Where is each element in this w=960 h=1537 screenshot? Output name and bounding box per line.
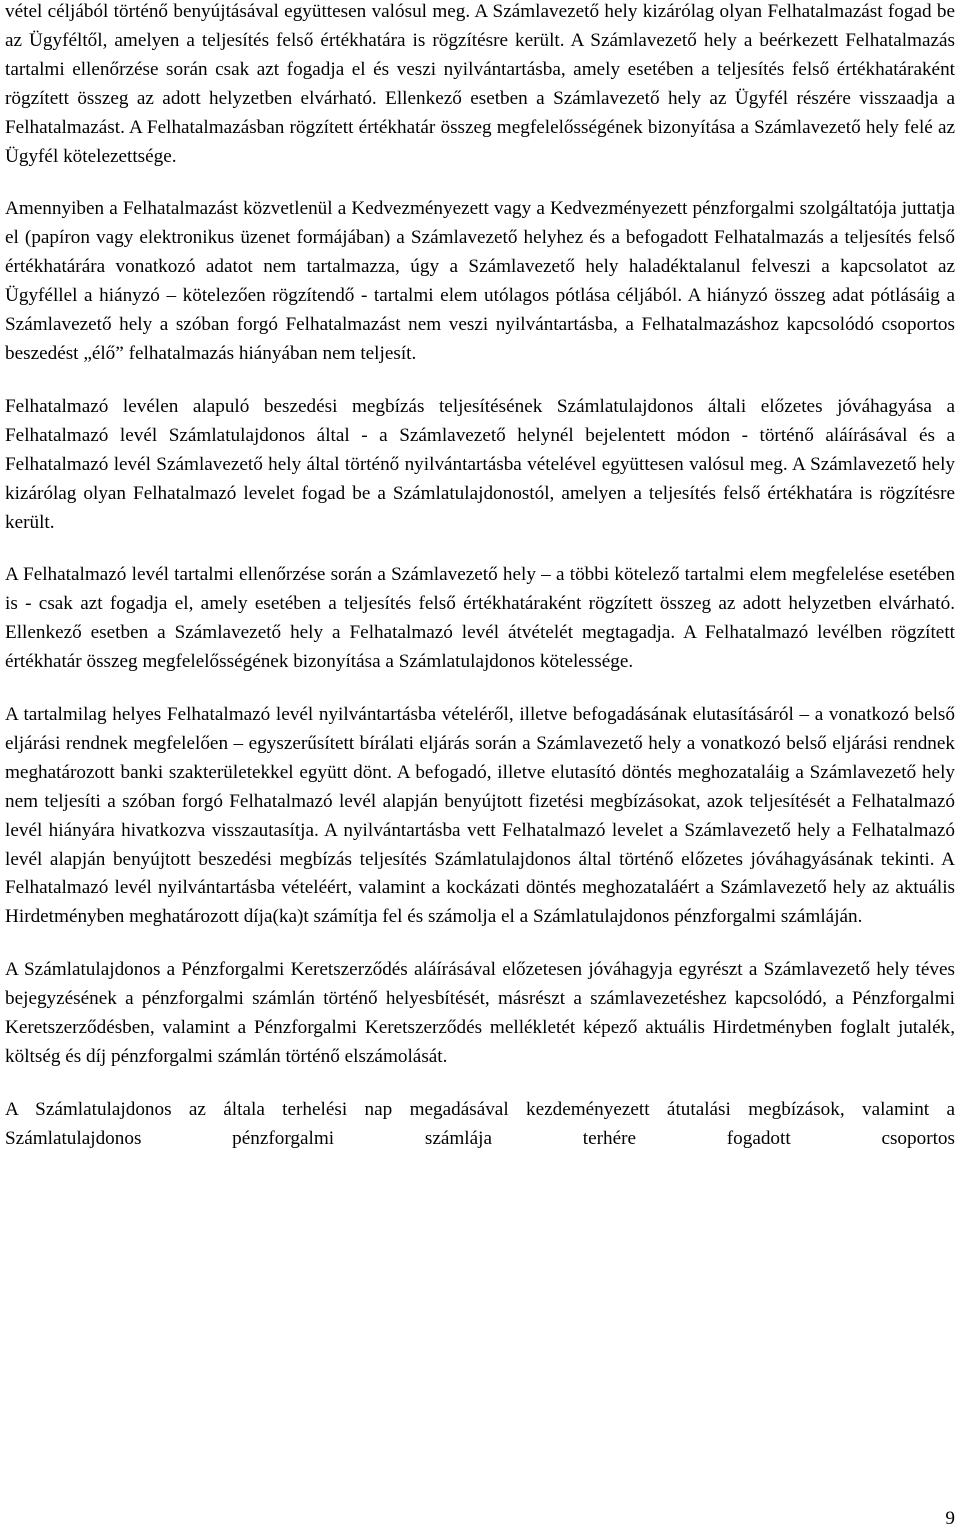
paragraph-3: Felhatalmazó levélen alapuló beszedési megbízás teljesítésének Számlatulajdonos általi előzetes jóváhagyása a Felhatalmazó levél Számlatulajdonos által - a Számlavezető helynél bejelentett módon - történő aláírásával és a Felhatalmazó levél Számlavezető hely által történő nyilvántartásba vételével együttesen valósul meg. A Számlavezető hely kizárólag olyan Felhatalmazó levelet fogad be a Számlatulajdonostól, amelyen a teljesítés felső értékhatára is rögzítésre került. bbox=[5, 395, 955, 533]
document-body bbox=[5, 0, 955, 1178]
paragraph-7: A Számlatulajdonos az általa terhelési nap megadásával kezdeményezett átutalási megbízások, valamint a Számlatulajdonos pénzforgalmi számlája terhére fogadott csoportos bbox=[5, 1098, 955, 1149]
paragraph-5: A tartalmilag helyes Felhatalmazó levél nyilvántartásba vételéről, illetve befogadásának elutasításáról – a vonatkozó belső eljárási rendnek megfelelően – egyszerűsített bírálati eljárás során a Számlavezető hely a vonatkozó belső eljárási rendnek meghatározott banki szakterületekkel együtt dönt. A befogadó, illetve elutasító döntés meghozataláig a Számlavezető hely nem teljesíti a szóban forgó Felhatalmazó levél alapján benyújtott fizetési megbízásokat, azok teljesítését a Felhatalmazó levél hiányára hivatkozva visszautasítja. A nyilvántartásba vett Felhatalmazó levelet a Számlavezető hely a Felhatalmazó levél alapján benyújtott beszedési megbízás teljesítés Számlatulajdonos által történő előzetes jóváhagyásának tekinti. A Felhatalmazó levél nyilvántartásba vételéért, valamint a kockázati döntés meghozataláért a Számlavezető hely az aktuális Hirdetményben meghatározott díja(ka)t számítja fel és számolja el a Számlatulajdonos pénzforgalmi számláján. bbox=[5, 704, 955, 928]
paragraph-4: A Felhatalmazó levél tartalmi ellenőrzése során a Számlavezető hely – a többi kötelező tartalmi elem megfelelése esetében is - csak azt fogadja el, amely esetében a teljesítés felső értékhatáraként rögzített összeg az adott helyzetben elvárható. Ellenkező esetben a Számlavezető hely a Felhatalmazó levél átvételét megtagadja. A Felhatalmazó levélben rögzített értékhatár összeg megfelelősségének bizonyítása a Számlatulajdonos kötelessége. bbox=[5, 564, 955, 673]
paragraph-6: A Számlatulajdonos a Pénzforgalmi Keretszerződés aláírásával előzetesen jóváhagyja egyrészt a Számlavezető hely téves bejegyzésének a pénzforgalmi számlán történő helyesbítését, másrészt a számlavezetéshez kapcsolódó, a Pénzforgalmi Keretszerződésben, valamint a Pénzforgalmi Keretszerződés mellékletét képező aktuális Hirdetményben foglalt jutalék, költség és díj pénzforgalmi számlán történő elszámolását. bbox=[5, 959, 955, 1067]
page-number: 9 bbox=[945, 1508, 955, 1529]
paragraph-2: Amennyiben a Felhatalmazást közvetlenül a Kedvezményezett vagy a Kedvezményezett pénzforgalmi szolgáltatója juttatja el (papíron vagy elektronikus üzenet formájában) a Számlavezető helyhez és a befogadott Felhatalmazás a teljesítés felső értékhatárára vonatkozó adatot nem tartalmazza, úgy a Számlavezető hely haladéktalanul felveszi a kapcsolatot az Ügyféllel a hiányzó – kötelezően rögzítendő - tartalmi elem utólagos pótlása céljából. A hiányzó összeg adat pótlásáig a Számlavezető hely a szóban forgó Felhatalmazást nem veszi nyilvántartásba, a Felhatalmazáshoz kapcsolódó csoportos beszedést „élő” felhatalmazás hiányában nem teljesít. bbox=[5, 198, 955, 364]
paragraph-1: vétel céljából történő benyújtásával együttesen valósul meg. A Számlavezető hely kizárólag olyan Felhatalmazást fogad be az Ügyféltől, amelyen a teljesítés felső értékhatára is rögzítésre került. A Számlavezető hely a beérkezett Felhatalmazás tartalmi ellenőrzése során csak azt fogadja el és veszi nyilvántartásba, amely esetében a teljesítés felső értékhatáraként rögzített összeg az adott helyzetben elvárható. Ellenkező esetben a Számlavezető hely az Ügyfél részére visszaadja a Felhatalmazást. A Felhatalmazásban rögzített értékhatár összeg megfelelősségének bizonyítása a Számlavezető hely felé az Ügyfél kötelezettsége. bbox=[5, 1, 955, 167]
